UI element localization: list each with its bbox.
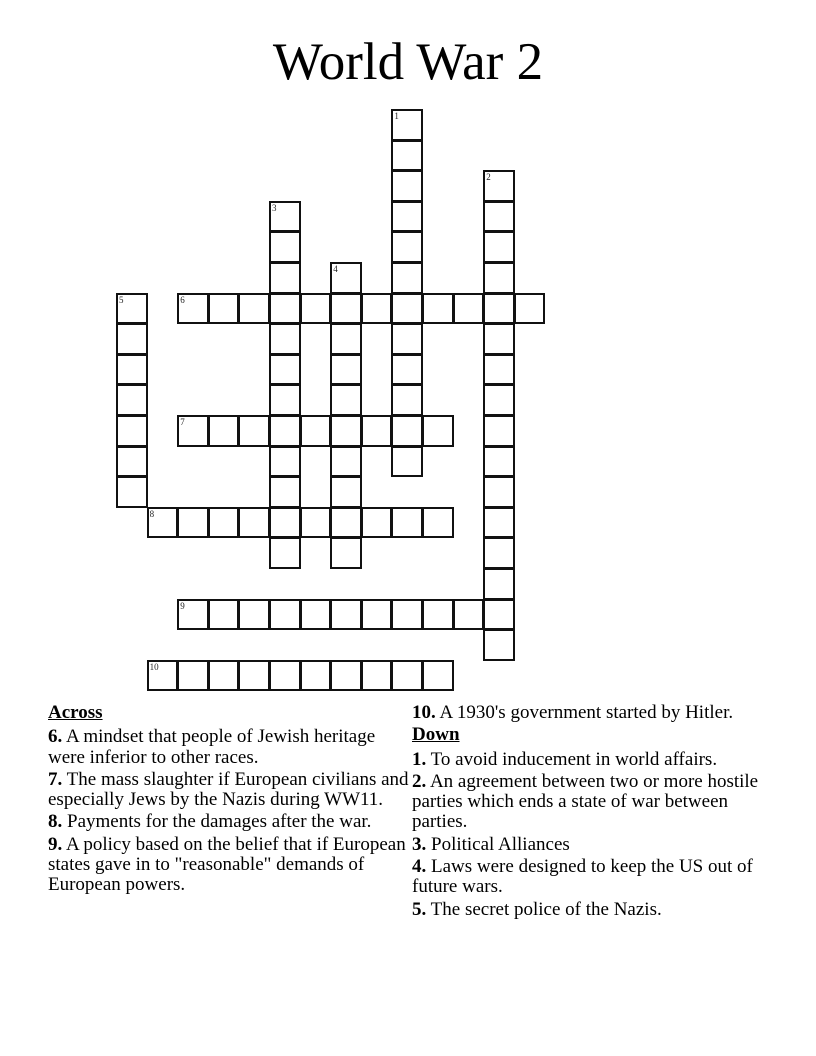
grid-cell[interactable] <box>300 293 332 325</box>
grid-cell[interactable] <box>391 660 423 692</box>
grid-cell[interactable] <box>300 507 332 539</box>
grid-cell[interactable] <box>269 476 301 508</box>
grid-cell[interactable] <box>391 231 423 263</box>
grid-cell[interactable] <box>361 293 393 325</box>
grid-cell[interactable] <box>330 262 362 294</box>
grid-cell[interactable] <box>330 476 362 508</box>
grid-cell[interactable] <box>361 415 393 447</box>
clue-text: Laws were designed to keep the US out of future wars. <box>412 856 753 898</box>
grid-cell[interactable] <box>483 507 515 539</box>
grid-cell[interactable] <box>147 660 179 692</box>
grid-cell[interactable] <box>238 293 270 325</box>
cell-number: 9 <box>180 600 185 611</box>
grid-cell[interactable] <box>116 384 148 416</box>
grid-cell[interactable] <box>208 415 240 447</box>
grid-cell[interactable] <box>116 446 148 478</box>
grid-cell[interactable] <box>269 599 301 631</box>
grid-cell[interactable] <box>391 384 423 416</box>
clue-text: A mindset that people of Jewish heritage were inferior to other races. <box>48 726 376 768</box>
grid-cell[interactable] <box>483 415 515 447</box>
grid-cell[interactable] <box>269 354 301 386</box>
clue-text: An agreement between two or more hostile parties which ends a state of war between parties. <box>412 770 759 833</box>
grid-cell[interactable] <box>483 170 515 202</box>
grid-cell[interactable] <box>300 660 332 692</box>
clue-text: To avoid inducement in world affairs. <box>426 748 718 770</box>
clue-down-1 <box>412 750 772 770</box>
grid-cell[interactable] <box>422 507 454 539</box>
clue-number: 10. <box>412 702 436 723</box>
puzzle-title: World War 2 <box>272 33 544 91</box>
grid-cell[interactable] <box>483 231 515 263</box>
clue-down-3 <box>412 835 772 855</box>
clue-across-8 <box>48 812 410 832</box>
grid-cell[interactable] <box>330 446 362 478</box>
clue-across-6 <box>48 727 410 768</box>
grid-cell[interactable] <box>330 660 362 692</box>
grid-cell[interactable] <box>116 476 148 508</box>
grid-cell[interactable] <box>483 384 515 416</box>
grid-cell[interactable] <box>422 599 454 631</box>
cell-number: 2 <box>486 172 491 183</box>
grid-cell[interactable] <box>177 507 209 539</box>
grid-cell[interactable] <box>238 507 270 539</box>
grid-cell[interactable] <box>391 323 423 355</box>
grid-cell[interactable] <box>391 354 423 386</box>
grid-cell[interactable] <box>422 293 454 325</box>
cell-number: 4 <box>333 264 338 274</box>
grid-cell[interactable] <box>300 599 332 631</box>
across-heading: Across <box>48 702 103 723</box>
grid-cell[interactable] <box>483 629 515 661</box>
clue-number: 8. <box>48 811 63 833</box>
grid-cell[interactable] <box>208 293 240 325</box>
grid-cell[interactable] <box>391 262 423 294</box>
grid-cell[interactable] <box>483 323 515 355</box>
grid-cell[interactable] <box>330 599 362 631</box>
grid-cell[interactable] <box>300 415 332 447</box>
clue-number: 1. <box>412 748 427 770</box>
grid-cell[interactable] <box>177 599 209 631</box>
clue-number: 5. <box>412 898 427 920</box>
grid-cell[interactable] <box>238 599 270 631</box>
grid-cell[interactable] <box>453 293 485 325</box>
cell-number: 7 <box>180 417 185 427</box>
clue-text: The mass slaughter if European civilians and especially Jews by the Nazis during WW11. <box>48 768 409 811</box>
grid-cell[interactable] <box>330 537 362 569</box>
cell-number: 3 <box>272 202 277 213</box>
clue-text: Payments for the damages after the war. <box>62 811 372 833</box>
clue-text: Political Alliances <box>426 833 570 855</box>
grid-cell[interactable] <box>391 293 423 325</box>
grid-cell[interactable] <box>391 170 423 202</box>
clue-across-9 <box>48 835 410 896</box>
grid-cell[interactable] <box>269 262 301 294</box>
grid-cell[interactable] <box>330 354 362 386</box>
cell-number: 8 <box>149 508 155 519</box>
grid-cell[interactable] <box>177 293 209 325</box>
clue-down-4 <box>412 857 772 898</box>
cell-number: 1 <box>394 111 399 121</box>
grid-cell[interactable] <box>514 293 546 325</box>
clue-number: 2. <box>412 770 427 792</box>
grid-cell[interactable] <box>269 537 301 569</box>
down-heading: Down <box>412 724 460 746</box>
grid-cell[interactable] <box>269 507 301 539</box>
grid-cell[interactable] <box>483 201 515 233</box>
clue-number: 9. <box>48 833 63 855</box>
grid-cell[interactable] <box>238 660 270 692</box>
grid-cell[interactable] <box>330 323 362 355</box>
clue-number: 6. <box>48 726 63 748</box>
grid-cell[interactable] <box>330 293 362 325</box>
grid-cell[interactable] <box>269 293 301 325</box>
clue-number: 4. <box>412 856 427 878</box>
grid-cell[interactable] <box>483 446 515 478</box>
cell-number: 10 <box>149 661 159 672</box>
grid-cell[interactable] <box>330 384 362 416</box>
clue-number: 3. <box>412 833 427 855</box>
grid-cell[interactable] <box>483 568 515 600</box>
grid-cell[interactable] <box>269 323 301 355</box>
grid-cell[interactable] <box>391 201 423 233</box>
grid-cell[interactable] <box>453 599 485 631</box>
grid-cell[interactable] <box>116 354 148 386</box>
grid-cell[interactable] <box>208 507 240 539</box>
grid-cell[interactable] <box>483 293 515 325</box>
grid-cell[interactable] <box>391 140 423 172</box>
grid-cell[interactable] <box>269 446 301 478</box>
clues-column-right <box>412 703 772 922</box>
clue-down-5 <box>412 900 772 920</box>
grid-cell[interactable] <box>391 507 423 539</box>
clue-down-2 <box>412 772 772 833</box>
clue-text: The secret police of the Nazis. <box>426 898 662 920</box>
grid-cell[interactable] <box>208 660 240 692</box>
grid-cell[interactable] <box>361 599 393 631</box>
grid-cell[interactable] <box>238 415 270 447</box>
grid-cell[interactable] <box>391 415 423 447</box>
grid-cell[interactable] <box>116 293 148 325</box>
grid-cell[interactable] <box>330 507 362 539</box>
clue-across-10 <box>412 703 772 723</box>
clue-text: A policy based on the belief that if European states gave in to "reasonable" demands of European powers. <box>48 833 406 896</box>
grid-cell[interactable] <box>361 507 393 539</box>
clue-text: A 1930's government started by Hitler. <box>435 702 734 723</box>
grid-cell[interactable] <box>116 323 148 355</box>
grid-cell[interactable] <box>483 537 515 569</box>
grid-cell[interactable] <box>177 415 209 447</box>
grid-cell[interactable] <box>422 660 454 692</box>
clue-number: 7. <box>48 768 63 790</box>
grid-cell[interactable] <box>269 415 301 447</box>
grid-cell[interactable] <box>269 201 301 233</box>
grid-cell[interactable] <box>483 599 515 631</box>
grid-cell[interactable] <box>269 231 301 263</box>
grid-cell[interactable] <box>422 415 454 447</box>
grid-cell[interactable] <box>208 599 240 631</box>
cell-number: 5 <box>119 294 124 305</box>
grid-cell[interactable] <box>483 354 515 386</box>
grid-cell[interactable] <box>269 660 301 692</box>
grid-cell[interactable] <box>483 476 515 508</box>
grid-cell[interactable] <box>391 446 423 478</box>
grid-cell[interactable] <box>391 109 423 141</box>
grid-cell[interactable] <box>116 415 148 447</box>
grid-cell[interactable] <box>483 262 515 294</box>
grid-cell[interactable] <box>330 415 362 447</box>
grid-cell[interactable] <box>269 384 301 416</box>
clue-across-7 <box>48 770 410 811</box>
clues-column-left <box>48 703 410 898</box>
grid-cell[interactable] <box>177 660 209 692</box>
grid-cell[interactable] <box>391 599 423 631</box>
grid-cell[interactable] <box>147 507 179 539</box>
grid-cell[interactable] <box>361 660 393 692</box>
cell-number: 6 <box>180 294 185 305</box>
